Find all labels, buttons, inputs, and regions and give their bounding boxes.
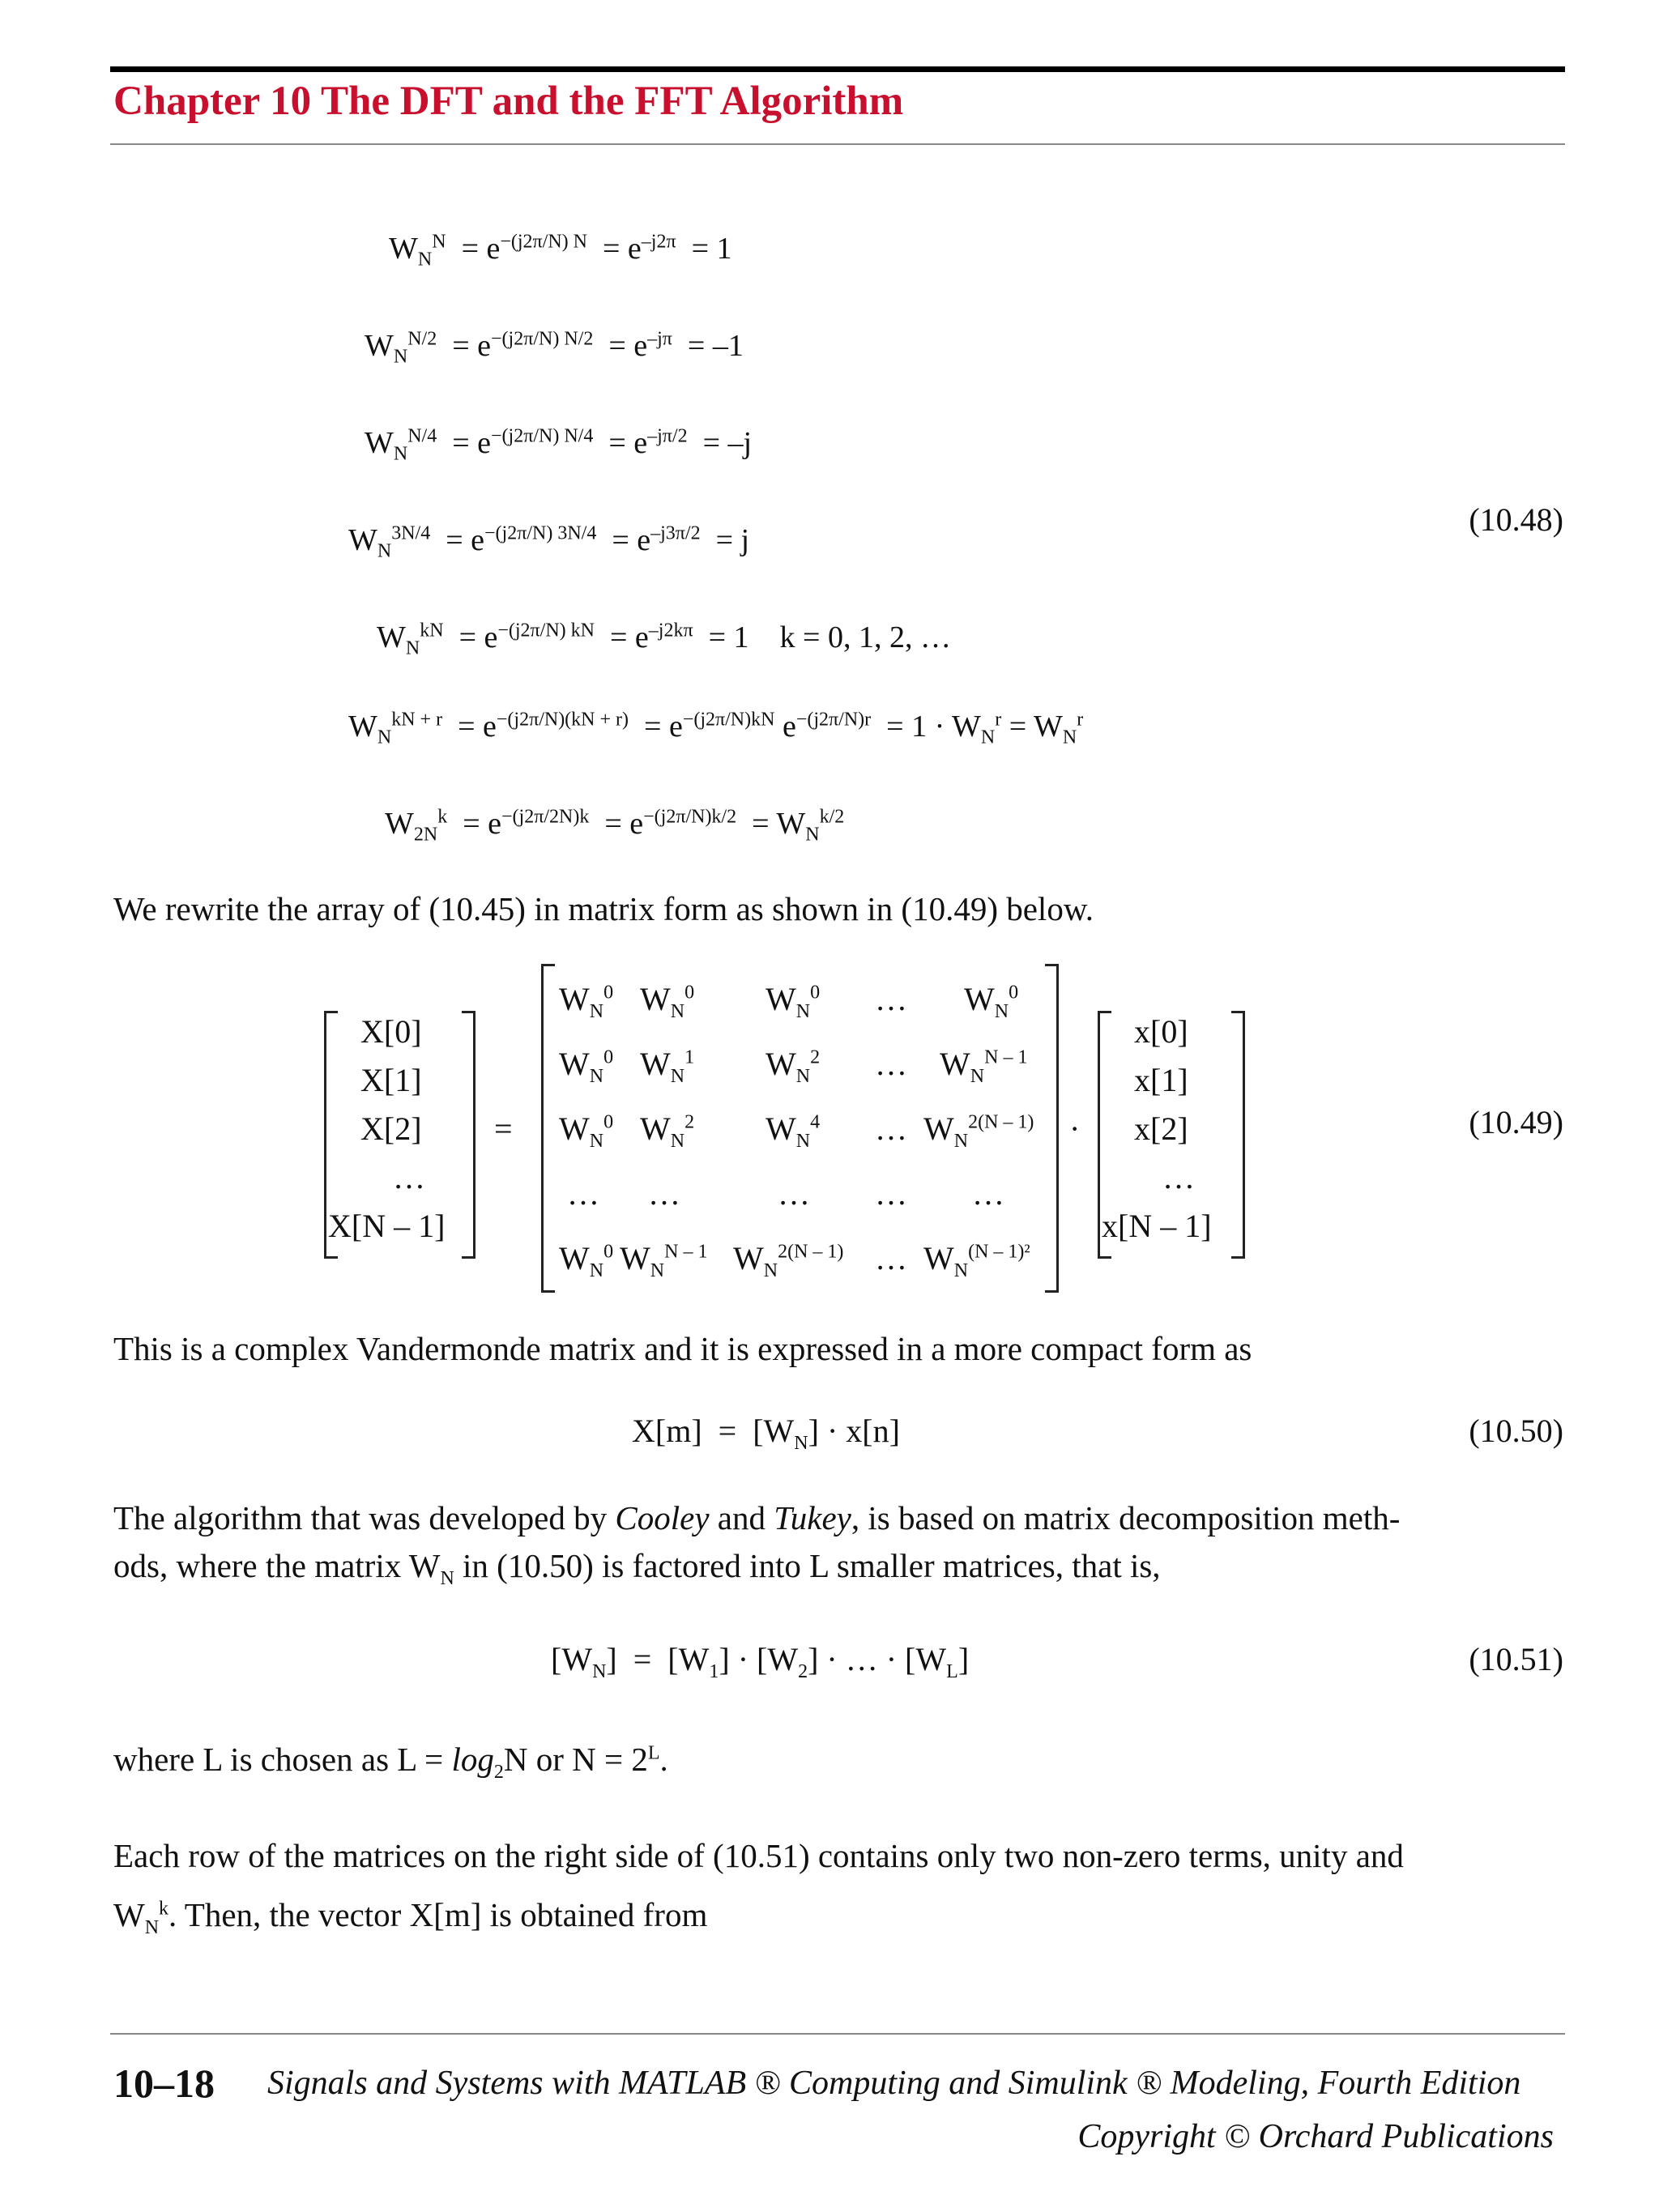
eq-row-3: $W_N^{N/4} = e^{-(j2\pi/N) N/4} = e^{-j\pi/2} = -j$ [365, 425, 753, 465]
right-vector-bracket-right [1231, 1011, 1245, 1259]
rhs-xn1: x[N – 1] [1102, 1208, 1212, 1244]
left-vector-bracket-right [462, 1011, 476, 1259]
lhs-dots: … [393, 1159, 425, 1196]
rhs-x1: x[1] [1134, 1062, 1188, 1098]
eq-row-2: $W_N^{N/2} = e^{-(j2\pi/N) N/2} = e^{-j\pi} = -1$ [365, 328, 744, 368]
equation-10-48 [324, 182, 1620, 855]
matrix-bracket-right [1045, 964, 1059, 1293]
book-title: Signals and Systems with MATLAB ® Computing and Simulink ® Modeling, Fourth Edition [267, 2065, 1521, 2102]
lhs-x0: X[0] [360, 1013, 422, 1050]
paragraph-cooley-tukey-line2: ods, where the matrix $W_N$ in (10.50) is factored into L smaller matrices, that is, [113, 1547, 1161, 1590]
equation-10-50: $X[m] = [W_N] \cdot x[n]$ [632, 1413, 900, 1454]
equation-10-51: $[W_N] = [W_1] \cdot [W_2]$ · … · $[W_L]$ [551, 1641, 970, 1682]
equals-sign: = [494, 1110, 513, 1147]
chapter-title: Chapter 10 The DFT and the FFT Algorithm [113, 79, 904, 124]
lhs-x1: X[1] [360, 1062, 422, 1098]
eq-number-10-48: (10.48) [1469, 501, 1563, 538]
eq-row-1: $W_N^N = e^{-(j2\pi/N) N} = e^{-j2\pi} = 1$ [389, 231, 732, 271]
eq-number-10-50: (10.50) [1469, 1413, 1563, 1449]
eq-number-10-51: (10.51) [1469, 1641, 1563, 1677]
equation-10-49: X[0] X[1] X[2] … X[N – 1] = $W_N^0$ $W_N^0$ $W_N^0$ … $W_N^0$ $W_N^0$ $W_N^1$ $W_N^2$ … $W_N^{N - 1}$ $W_N^0$ $W_N^2$ $W_N^4$ … $W_N^{2(N - 1)}$ … … … … … $W_N^0$ $W_N^{N - 1}$ $W_N^{2(N - 1)}$ … $W_N^{(N - 1)^2}$ · x[0] x[1] x[2] … x[N – 1] [324, 964, 1256, 1304]
eq-row-7: $W_{2N}^k = e^{-(j2\pi/2N)k} = e^{-(j2\pi/N)k/2} = W_N^{k/2}$ [385, 806, 845, 846]
eq-row-5: $W_N^{kN} = e^{-(j2\pi/N) kN} = e^{-j2k\pi} = 1$ k = 0, 1, 2, … [377, 620, 951, 659]
paragraph-nonzero-terms-line2: $W_N^k$. Then, the vector X[m] is obtained from [113, 1896, 708, 1939]
header-rule [110, 143, 1565, 145]
paragraph-l-choice: where L is chosen as $L = \log_2N$ or $N = 2^L$. [113, 1741, 668, 1784]
page-number: 10–18 [113, 2061, 215, 2106]
lhs-xn1: X[N – 1] [328, 1208, 446, 1244]
top-rule [110, 66, 1565, 72]
rhs-x2: x[2] [1134, 1110, 1188, 1147]
rhs-x0: x[0] [1134, 1013, 1188, 1050]
footer-rule [110, 2033, 1565, 2035]
paragraph-nonzero-terms: Each row of the matrices on the right side of (10.51) contains only two non-zero terms, unity and [113, 1837, 1404, 1874]
rhs-dots: … [1162, 1159, 1195, 1196]
eq-row-6: $W_N^{kN + r} = e^{-(j2\pi/N)(kN + r)} = e^{-(j2\pi/N)kN}$ $e^{-(j2\pi/N)r} = 1 \cdot W_N^r = W_N^r$ [348, 709, 1084, 748]
eq-row-4: $W_N^{3N/4} = e^{-(j2\pi/N) 3N/4} = e^{-j3\pi/2} = j$ [348, 522, 750, 562]
copyright: Copyright © Orchard Publications [1077, 2118, 1554, 2155]
matrix-bracket-left [541, 964, 555, 1293]
eq-number-10-49: (10.49) [1469, 1104, 1563, 1140]
paragraph-cooley-tukey: The algorithm that was developed by Cooley and Tukey, is based on matrix decomposition meth- [113, 1499, 1401, 1536]
paragraph-matrix-intro: We rewrite the array of (10.45) in matrix form as shown in (10.49) below. [113, 890, 1094, 927]
lhs-x2: X[2] [360, 1110, 422, 1147]
paragraph-vandermonde: This is a complex Vandermonde matrix and it is expressed in a more compact form as [113, 1330, 1252, 1367]
